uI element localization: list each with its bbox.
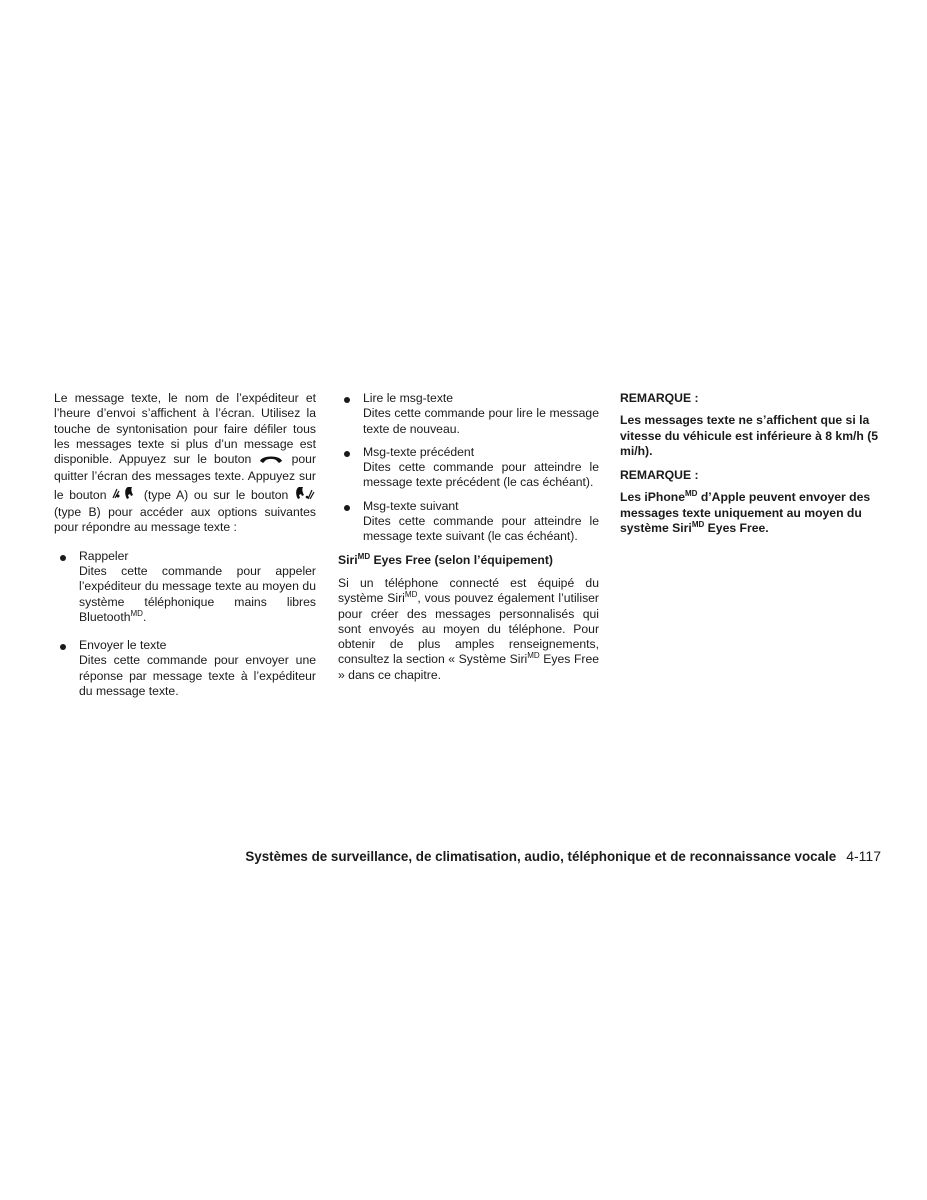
list-item: Msg-texte précédent Dites cette commande pour atteindre le message texte précédent (le cas échéant). xyxy=(338,445,599,491)
remark-title: REMARQUE : xyxy=(620,391,699,405)
section-heading: Siri$^{MD}$ Eyes Free (selon l’équipement) xyxy=(338,551,553,567)
bullet-icon xyxy=(344,451,350,457)
voice-phone-icon-type-b xyxy=(294,485,316,505)
bullet-icon xyxy=(344,505,350,511)
remark-text: Les messages texte ne s’affichent que si la vitesse du véhicule est inférieure à 8 km/h (5 mi/h). xyxy=(620,413,879,458)
list-item: Lire le msg-texte Dites cette commande pour lire le message texte de nouveau. xyxy=(338,391,599,437)
intro-paragraph: Le message texte, le nom de l’expéditeur et l’heure d’envoi s’affichent à l’écran. Utilisez la touche de syntonisation pour faire défiler tous les messages texte si plus d’un message est disponible. Appuyez sur le bouton pour quitter l’écran des messages texte. Appuyez sur le bouton (type A) ou sur le bouton (type B) pour accéder aux options suivantes pour répondre au message texte : xyxy=(54,391,317,535)
bullet-icon xyxy=(60,644,66,650)
column-right xyxy=(620,391,883,536)
bullet-icon xyxy=(60,555,66,561)
remark-text: Les iPhone$^{MD}$ d’Apple peuvent envoyer des messages texte uniquement au moyen du système Siri$^{MD}$ Eyes Free. xyxy=(620,489,871,536)
list-item: Msg-texte suivant Dites cette commande pour atteindre le message texte suivant (le cas échéant). xyxy=(338,499,599,545)
remark-title: REMARQUE : xyxy=(620,468,699,483)
chapter-title: Systèmes de surveillance, de climatisation, audio, téléphonique et de reconnaissance vocale xyxy=(245,849,837,864)
list-item: Envoyer le texte Dites cette commande pour envoyer une réponse par message texte à l’expéditeur du message texte. xyxy=(54,638,316,699)
column-middle xyxy=(338,391,599,683)
list-item: Rappeler Dites cette commande pour appeler l’expéditeur du message texte au moyen du système téléphonique mains libres Bluetooth$^{MD}$. xyxy=(54,549,316,625)
hang-up-phone-icon xyxy=(258,453,284,469)
page-footer xyxy=(0,848,881,864)
column-left xyxy=(54,391,316,699)
bullet-icon xyxy=(344,397,350,403)
siri-paragraph: Si un téléphone connecté est équipé du système Siri$^{MD}$, vous pouvez également l’utiliser pour créer des messages personnalisés qui sont envoyés au moyen du téléphone. Pour obtenir de plus amples renseignements, consultez la section « Système Siri$^{MD}$ Eyes Free » dans ce chapitre. xyxy=(338,575,599,682)
page-number: 4-117 xyxy=(846,848,881,864)
voice-phone-icon-type-a xyxy=(112,485,138,505)
